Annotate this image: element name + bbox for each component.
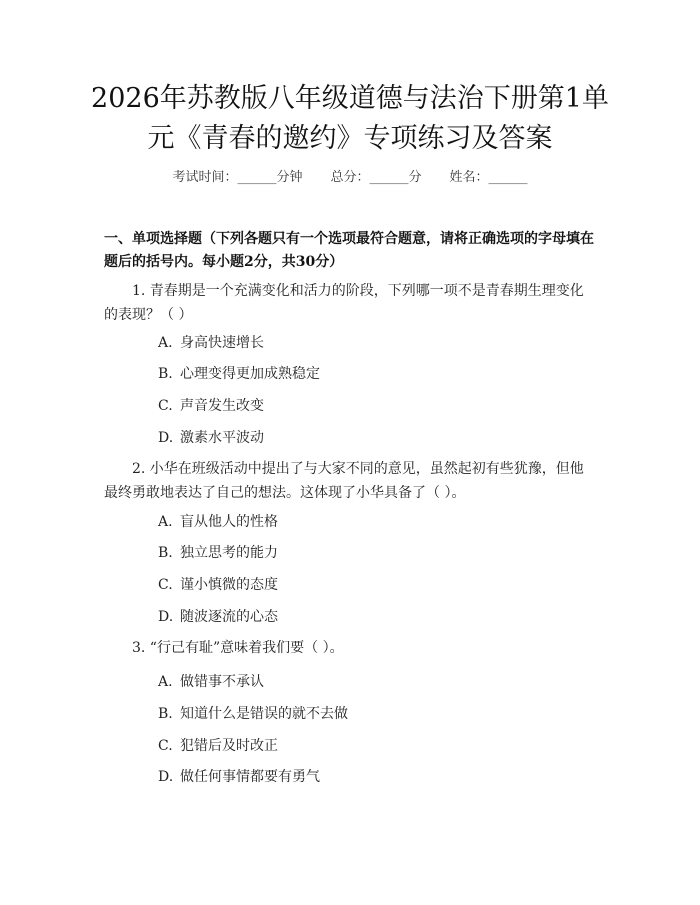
document-title-line-2: 元《青春的邀约》专项练习及答案 (147, 123, 553, 154)
option-letter: B. (158, 706, 173, 722)
question-2-option-a (158, 512, 278, 532)
question-2-option-b (158, 543, 278, 563)
question-3-option-c (158, 736, 278, 756)
question-2-option-d (158, 607, 278, 627)
question-3: 3. “行己有耻”意味着我们要（ ）。 (132, 640, 344, 656)
option-text: 身高快速增长 (180, 335, 264, 351)
option-letter: A. (158, 674, 173, 690)
question-3-option-b (158, 704, 348, 724)
option-text: 激素水平波动 (180, 430, 264, 446)
exam-time-field: 考试时间：______分钟 (172, 170, 303, 185)
question-1-option-c (158, 396, 264, 416)
total-score-field: 总分：______分 (330, 170, 422, 185)
option-letter: C. (158, 577, 173, 593)
question-2-option-c (158, 575, 278, 595)
section-heading: 一、单项选择题（下列各题只有一个选项最符合题意，请将正确选项的字母填在题后的括号内。每小题2分，共30分） (104, 231, 594, 270)
option-text: 盲从他人的性格 (180, 514, 278, 530)
option-letter: B. (158, 366, 173, 382)
question-1-option-a (158, 333, 264, 353)
option-letter: A. (158, 514, 173, 530)
option-letter: A. (158, 335, 173, 351)
option-letter: C. (158, 738, 173, 754)
question-3-option-a (158, 672, 264, 692)
option-text: 做任何事情都要有勇气 (180, 769, 320, 785)
option-letter: C. (158, 398, 173, 414)
option-text: 做错事不承认 (180, 674, 264, 690)
option-letter: D. (158, 769, 174, 785)
question-1-option-b (158, 364, 320, 384)
name-field: 姓名：______ (449, 170, 528, 185)
option-text: 谨小慎微的态度 (180, 577, 278, 593)
exam-meta-line (0, 166, 700, 185)
option-text: 声音发生改变 (180, 398, 264, 414)
question-1-option-d (158, 428, 264, 448)
option-letter: B. (158, 545, 173, 561)
option-text: 随波逐流的心态 (180, 609, 278, 625)
question-1: 1. 青春期是一个充满变化和活力的阶段，下列哪一项不是青春期生理变化的表现？（ ） (104, 283, 584, 323)
option-text: 犯错后及时改正 (180, 738, 278, 754)
option-text: 知道什么是错误的就不去做 (180, 706, 348, 722)
question-3-option-d (158, 767, 320, 787)
option-text: 独立思考的能力 (180, 545, 278, 561)
question-2: 2. 小华在班级活动中提出了与大家不同的意见，虽然起初有些犹豫，但他最终勇敢地表达了自己的想法。这体现了小华具备了（ ）。 (104, 461, 584, 501)
document-title-line-1: 2026年苏教版八年级道德与法治下册第1单 (91, 83, 609, 114)
option-letter: D. (158, 609, 174, 625)
option-letter: D. (158, 430, 174, 446)
option-text: 心理变得更加成熟稳定 (180, 366, 320, 382)
